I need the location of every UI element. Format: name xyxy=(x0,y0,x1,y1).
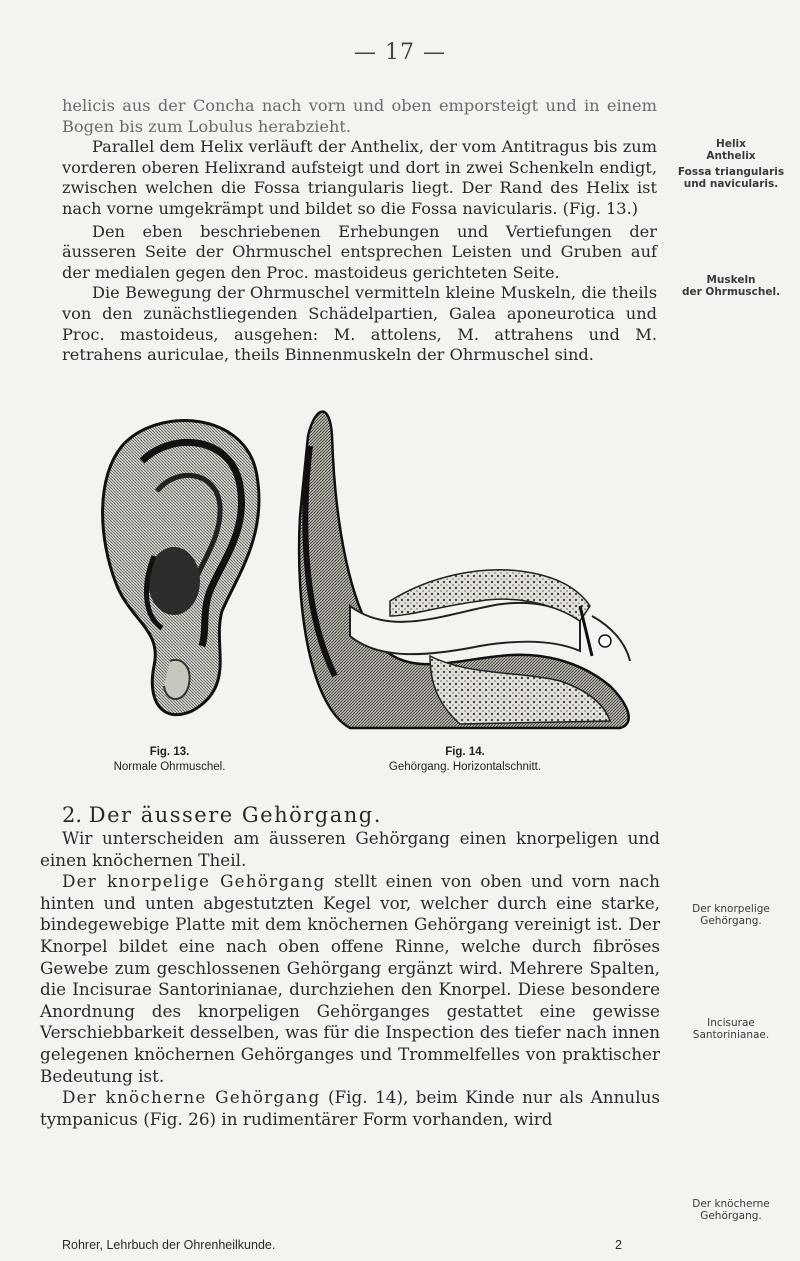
paragraph-1: helicis aus der Concha nach vorn und oben emporsteigt und in einem Bogen bis zum Lobulus herabzieht. xyxy=(62,96,657,136)
figure-13-label: Fig. 13. xyxy=(149,746,190,758)
figure-14-title: Gehörgang. Horizontalschnitt. xyxy=(388,761,542,773)
figure-14-illustration xyxy=(280,406,665,731)
paragraph-2: Parallel dem Helix verläuft der Anthelix, der vom Antitragus bis zum vorderen oberen Helixrand aufsteigt und dort in zwei Schenkeln endigt, zwischen welchen die Fossa triangularis liegt. Der Rand des Helix ist nach vorne umgekrämpt und bildet so die Fossa navicularis. (Fig. 13.) xyxy=(62,137,657,218)
text-block-2 xyxy=(40,828,660,1130)
margin-knoechern-text-2: Gehörgang. xyxy=(700,1210,762,1222)
section2-paragraph-3 xyxy=(40,1087,660,1130)
section-heading xyxy=(62,802,662,828)
margin-anthelix-text: Anthelix xyxy=(706,150,756,162)
figure-13-illustration xyxy=(62,406,277,726)
figure-14-caption xyxy=(330,745,600,775)
margin-incisurae-text-1: Incisurae xyxy=(707,1017,755,1029)
figure-14-label: Fig. 14. xyxy=(445,746,485,758)
section2-paragraph-2 xyxy=(40,871,660,1087)
margin-muskeln-text-1: Muskeln xyxy=(706,274,756,286)
term-knoechern: Der knöcherne Gehörgang xyxy=(62,1087,321,1108)
footer xyxy=(62,1238,622,1252)
margin-knorpelig-text-1: Der knorpelige xyxy=(692,903,770,915)
margin-note-muskeln xyxy=(666,274,796,298)
section2-paragraph-1: Wir unterscheiden am äusseren Gehörgang einen knorpeligen und einen knöchernen Theil. xyxy=(40,828,660,870)
section-heading-number: 2. xyxy=(62,803,83,827)
footer-citation: Rohrer, Lehrbuch der Ohrenheilkunde. xyxy=(62,1238,276,1252)
margin-incisurae-text-2: Santorinianae. xyxy=(692,1029,770,1041)
text-block-1 xyxy=(62,96,657,366)
section-heading-title: Der äussere Gehörgang. xyxy=(88,803,382,827)
ear-illustration xyxy=(62,406,277,726)
margin-helix-text: Helix xyxy=(716,138,746,150)
margin-muskeln-text-2: der Ohrmuschel. xyxy=(681,286,781,298)
margin-fossa-text-2: und navicularis. xyxy=(683,178,779,190)
section2-paragraph-2-text: stellt einen von oben und vorn nach hinten und unten abgestutzten Kegel vor, welcher durch eine starke, bindegewebige Platte mit dem knöchernen Gehörgang vereinigt ist. Der Knorpel bildet eine nach oben offene Rinne, welche durch fibröses Gewebe zum geschlossenen Gehörgang ergänzt wird. Mehrere Spalten, die Incisurae Santorinianae, durchziehen den Knorpel. Diese besondere Anordnung des knorpeligen Gehörganges gestattet eine gewisse Verschiebbarkeit desselben, was für die Inspection des tiefer nach innen gelegenen knöchernen Gehörganges und Trommelfelles von praktischer Bedeutung ist. xyxy=(40,871,660,1086)
term-knorpelig: Der knorpelige Gehörgang xyxy=(62,871,326,892)
paragraph-4: Die Bewegung der Ohrmuschel vermitteln kleine Muskeln, die theils von den zunächstliegenden Schädelpartien, Galea aponeurotica und Proc. mastoideus, ausgehen: M. attolens, M. attrahens und M. retrahens auriculae, theils Binnenmuskeln der Ohrmuschel sind. xyxy=(62,283,657,365)
margin-note-knorpelig xyxy=(666,903,796,927)
margin-note-fossa xyxy=(666,166,796,190)
figure-13-caption xyxy=(62,745,277,775)
section2-paragraph-3-text: (Fig. 14), beim Kinde nur als Annulus tympanicus (Fig. 26) in rudimentärer Form vorhanden, wird xyxy=(40,1087,660,1129)
margin-note-helix xyxy=(666,138,796,162)
margin-fossa-text-1: Fossa triangularis xyxy=(677,166,785,178)
page-number: — 17 — xyxy=(354,40,446,65)
margin-note-incisurae xyxy=(666,1017,796,1041)
paragraph-3: Den eben beschriebenen Erhebungen und Vertiefungen der äusseren Seite der Ohrmuschel entsprechen Leisten und Gruben auf der medialen gegen den Proc. mastoideus gerichteten Seite. xyxy=(62,221,657,282)
ear-canal-illustration xyxy=(280,406,665,731)
margin-knorpelig-text-2: Gehörgang. xyxy=(700,915,762,927)
figure-13-title: Normale Ohrmuschel. xyxy=(113,761,226,773)
margin-note-knoechern xyxy=(666,1198,796,1222)
signature-mark: 2 xyxy=(615,1238,622,1252)
margin-knoechern-text-1: Der knöcherne xyxy=(692,1198,770,1210)
